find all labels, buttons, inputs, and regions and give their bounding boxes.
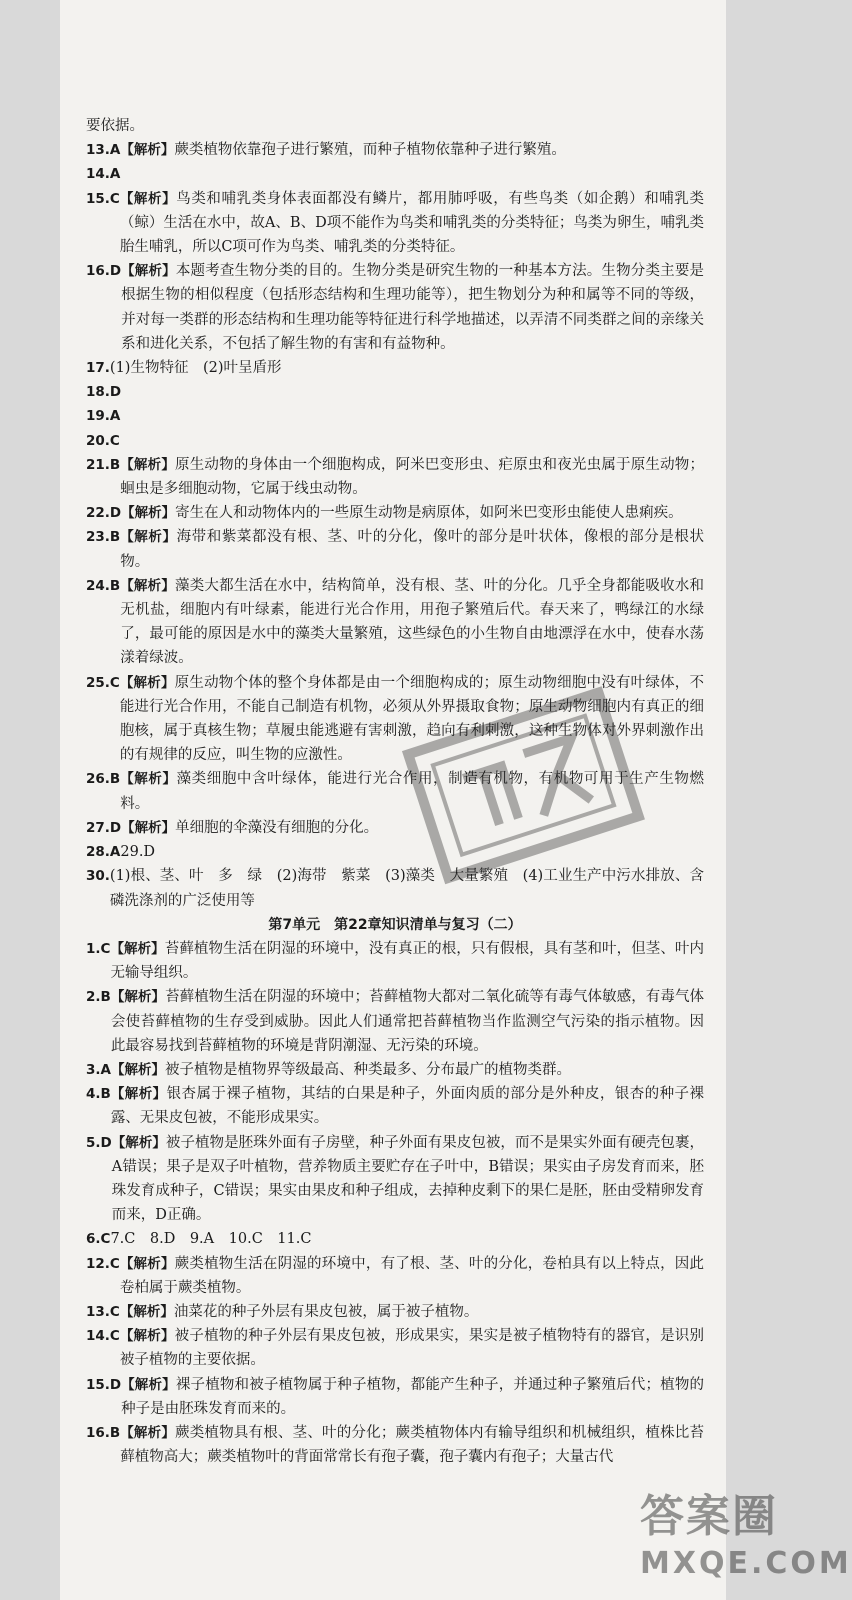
analysis-tag: 【解析】 [119,674,175,691]
site-watermark [640,1480,852,1598]
answer-text [112,1131,704,1228]
explanation-text: 29.D [120,844,156,861]
answer-text [120,138,704,162]
answer-list-b [86,937,704,1469]
watermark-logo-text: 答案圈 [640,1491,778,1542]
question-number: 12.C [86,1255,120,1272]
analysis-tag: 【解析】 [121,819,176,836]
question-number: 5.D [86,1134,112,1151]
explanation-text: 苔藓植物生活在阴湿的环境中，没有真正的根，只有假根，具有茎和叶，但茎、叶内无输导组织。 [110,940,705,982]
question-number: 17. [86,360,110,377]
explanation-text: 被子植物是植物界等级最高、种类最多、分布最广的植物类群。 [164,1061,571,1078]
analysis-tag: 【解析】 [120,771,177,788]
question-number: 21.B [86,456,121,473]
question-number: 16.D [86,263,122,280]
answer-text [110,937,704,985]
answer-text [121,816,704,840]
analysis-tag: 【解析】 [121,1376,176,1393]
answer-text [111,1058,704,1082]
answer-text [120,767,704,815]
answer-entry [86,453,704,501]
analysis-tag: 【解析】 [110,940,165,957]
section-title: 第7单元 第22章知识清单与复习（二） [268,916,522,933]
question-number: 24.B [86,577,121,594]
question-number: 13.C [86,1303,120,1320]
answer-text [120,840,704,864]
analysis-tag: 【解析】 [120,456,176,473]
explanation-text: 藻类细胞中含叶绿体，能进行光合作用，制造有机物，有机物可用于生产生物燃料。 [120,771,705,812]
answer-entry [86,162,704,186]
question-number: 3.A [86,1061,111,1078]
answer-entry [86,138,704,162]
answer-text [120,187,704,260]
answer-text [121,1373,704,1421]
analysis-tag: 【解析】 [119,1303,174,1320]
question-number: 28.A [86,844,121,861]
answer-entry [86,864,704,912]
answer-entry [86,671,704,768]
analysis-tag: 【解析】 [121,263,176,280]
analysis-tag: 【解析】 [110,1086,167,1103]
answer-list-a [86,138,704,913]
answer-text [120,574,704,671]
answer-entry [86,1082,704,1130]
answer-entry [86,1373,704,1421]
explanation-text: 裸子植物和被子植物属于种子植物，都能产生种子，并通过种子繁殖后代；植物的种子是由胚珠发育而来的。 [121,1376,705,1417]
question-number: 15.D [86,1376,122,1393]
question-number: 27.D [86,819,122,836]
explanation-text: 原生动物的身体由一个细胞构成，阿米巴变形虫、疟原虫和夜光虫属于原生动物；蛔虫是多细胞动物，它属于线虫动物。 [120,456,705,498]
answer-entry [86,1300,704,1324]
explanation-text: 鸟类和哺乳类身体表面都没有鳞片，都用肺呼吸，有些鸟类（如企鹅）和哺乳类（鲸）生活在水中，故A、B、D项不能作为鸟类和哺乳类的分类特征；鸟类为卵生，哺乳类胎生哺乳，所以C项可作为鸟类、哺乳类的分类特征。 [119,190,705,256]
explanation-text: 油菜花的种子外层有果皮包被，属于被子植物。 [173,1303,479,1320]
question-number: 26.B [86,771,121,788]
answer-entry [86,501,704,525]
answer-entry [86,985,704,1058]
answer-text [110,356,704,380]
analysis-tag: 【解析】 [110,989,166,1006]
explanation-text: 7.C 8.D 9.A 10.C 11.C [110,1231,312,1248]
answer-text [120,1421,704,1469]
intro-line: 要依据。 [86,118,144,134]
question-number: 25.C [86,674,120,691]
explanation-text: 本题考查生物分类的目的。生物分类是研究生物的一种基本方法。生物分类主要是根据生物的相似程度（包括形态结构和生理功能等），把生物划分为种和属等不同的等级，并对每一类群的形态结构和生理功能等特征进行科学地描述，以弄清不同类群之间的亲缘关系和进化关系，不包括了解生物的有害和有益物种。 [121,263,705,352]
answer-text [120,404,704,428]
answer-entry [86,574,704,671]
answer-entry [86,1058,704,1082]
explanation-text: 单细胞的伞藻没有细胞的分化。 [175,819,379,836]
answer-text [111,1082,704,1130]
question-number: 14.A [86,166,121,183]
answer-text [120,1324,704,1372]
answer-text [111,985,704,1058]
answer-entry [86,1421,704,1469]
answer-entry [86,1131,704,1228]
analysis-tag: 【解析】 [110,1061,165,1078]
question-number: 22.D [86,505,122,522]
explanation-text: (1)根、茎、叶 多 绿 (2)海带 紫菜 (3)藻类 大量繁殖 (4)工业生产中污水排放、含磷洗涤剂的广泛使用等 [109,868,704,909]
answer-text [110,1227,704,1251]
explanation-text: 蕨类植物具有根、茎、叶的分化；蕨类植物体内有输导组织和机械组织，植株比苔藓植物高大；蕨类植物叶的背面常常长有孢子囊，孢子囊内有孢子；大量古代 [120,1424,705,1466]
question-number: 16.B [86,1424,121,1441]
answer-text [120,453,704,501]
analysis-tag: 【解析】 [120,529,177,546]
answer-entry [86,1227,704,1251]
explanation-text: 银杏属于裸子植物，其结的白果是种子，外面肉质的部分是外种皮，银杏的种子裸露、无果皮包被，不能形成果实。 [110,1086,704,1127]
explanation-text: 苔藓植物生活在阴湿的环境中；苔藓植物大都对二氧化硫等有毒气体敏感，有毒气体会使苔藓植物的生存受到威胁。因此人们通常把苔藓植物当作监测空气污染的指示植物。因此最容易找到苔藓植物的环境是背阴潮湿、无污染的环境。 [110,989,705,1054]
explanation-text: (1)生物特征 (2)叶呈盾形 [109,360,282,377]
answer-text [120,429,704,453]
question-number: 1.C [86,940,111,957]
watermark-domain-text: MXQE.COM [640,1546,852,1581]
explanation-text: 蕨类植物生活在阴湿的环境中，有了根、茎、叶的分化，卷柏具有以上特点，因此卷柏属于蕨类植物。 [119,1255,705,1296]
analysis-tag: 【解析】 [111,1134,166,1151]
answer-entry [86,356,704,380]
explanation-text: 藻类大都生活在水中，结构简单，没有根、茎、叶的分化。几乎全身都能吸收水和无机盐，细胞内有叶绿素，能进行光合作用，用孢子繁殖后代。春天来了，鸭绿江的水绿了，最可能的原因是水中的藻类大量繁殖，这些绿色的小生物自由地漂浮在水中，使春水荡漾着绿波。 [120,577,705,667]
question-number: 13.A [86,142,121,159]
answer-text [120,671,704,768]
analysis-tag: 【解析】 [119,190,177,207]
answer-entry [86,429,704,453]
explanation-text: 海带和紫菜都没有根、茎、叶的分化，像叶的部分是叶状体，像根的部分是根状物。 [120,529,705,570]
answer-entry [86,525,704,573]
answer-entry [86,187,704,260]
analysis-tag: 【解析】 [120,1424,176,1441]
explanation-text: 寄生在人和动物体内的一些原生动物是病原体，如阿米巴变形虫能使人患痢疾。 [175,505,683,522]
question-number: 18.D [86,384,122,401]
question-number: 23.B [86,529,121,546]
question-number: 19.A [86,408,121,425]
answer-entry [86,1252,704,1300]
document-page [60,0,726,1600]
question-number: 15.C [86,190,120,207]
explanation-text: 原生动物个体的整个身体都是由一个细胞构成的；原生动物细胞中没有叶绿体，不能进行光合作用，不能自己制造有机物，必须从外界摄取食物；原生动物细胞内有真正的细胞核，属于真核生物；草履虫能逃避有害刺激，趋向有利刺激，这种生物体对外界刺激作出的有规律的反应，叫生物的应激性。 [119,674,705,764]
answer-key-content [86,114,704,1469]
explanation-text: 被子植物是胚珠外面有子房壁，种子外面有果皮包被，而不是果实外面有硬壳包裹，A错误；果子是双子叶植物，营养物质主要贮存在子叶中，B错误；果实由子房发育而来，胚珠发育成种子，C错误；果实由果皮和种子组成，去掉种皮剩下的果仁是胚，胚由受精卵发育而来，D正确。 [111,1134,705,1224]
question-number: 6.C [86,1231,111,1248]
analysis-tag: 【解析】 [120,142,175,159]
question-number: 14.C [86,1328,120,1345]
answer-entry [86,380,704,404]
answer-text [121,380,704,404]
answer-entry [86,840,704,864]
analysis-tag: 【解析】 [120,577,176,594]
answer-text [121,501,704,525]
analysis-tag: 【解析】 [121,505,176,522]
answer-entry [86,404,704,428]
answer-entry [86,937,704,985]
answer-entry [86,767,704,815]
answer-text [121,259,704,356]
answer-text [120,162,704,186]
answer-entry [86,259,704,356]
analysis-tag: 【解析】 [119,1328,175,1345]
answer-entry [86,1324,704,1372]
question-number: 30. [86,868,110,885]
answer-text [110,864,704,912]
answer-text [120,1252,704,1300]
answer-text [120,1300,704,1324]
answer-entry [86,816,704,840]
analysis-tag: 【解析】 [119,1255,175,1272]
question-number: 2.B [86,989,111,1006]
explanation-text: 蕨类植物依靠孢子进行繁殖，而种子植物依靠种子进行繁殖。 [174,142,566,159]
question-number: 20.C [86,432,120,449]
answer-text [120,525,704,573]
explanation-text: 被子植物的种子外层有果皮包被，形成果实，果实是被子植物特有的器官，是识别被子植物的主要依据。 [119,1328,705,1369]
question-number: 4.B [86,1086,111,1103]
